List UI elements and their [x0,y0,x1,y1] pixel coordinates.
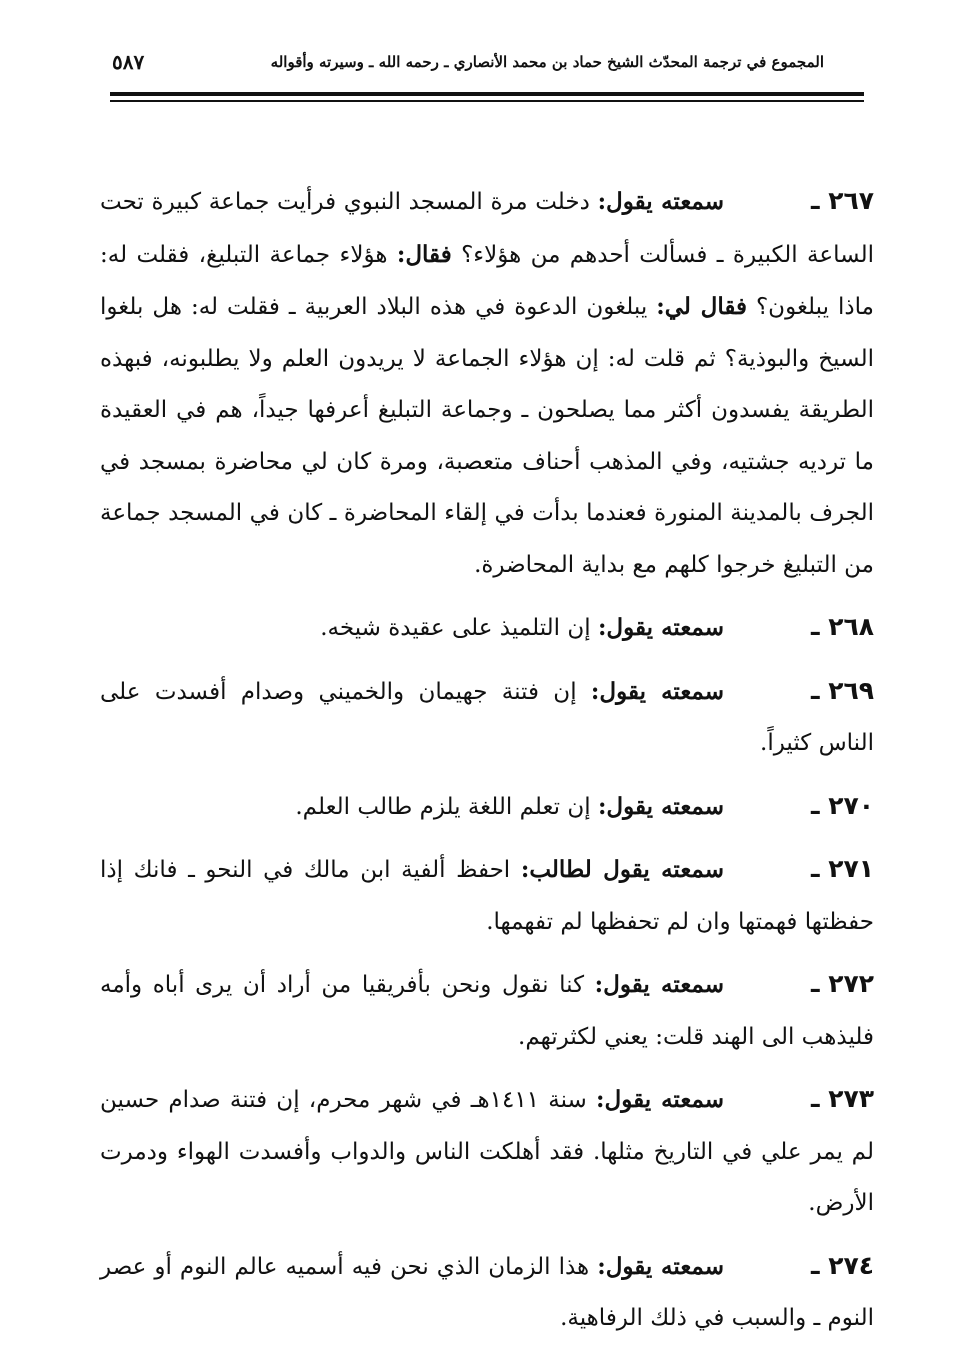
entry-text: دخلت مرة المسجد النبوي فرأيت جماعة كبيرة تحت الساعة الكبيرة ـ فسألت أحدهم من هؤلاء؟ [100,189,874,268]
entry-text: هؤلاء جماعة التبليغ، فقلت له: ماذا يبلغون؟ [100,241,874,320]
page-number: ٥٨٧ [112,50,145,74]
entry-lead: سمعته يقول: [594,971,724,998]
entry-text: يبلغون الدعوة في هذه البلاد العربية ـ فقلت له: هل بلغوا السيخ والبوذية؟ ثم قلت له: إن هؤلاء الجماعة لا يريدون العلم ولا يطلبونه، فبهذه الطريقة يفسدون أكثر مما يصلحون ـ وجماعة التبليغ أعرفها جيداً، هم في العقيدة ما ترديه جشتيه، وفي المذهب أحناف متعصبة، ومرة كان لي محاضرة بمسجد في الجرف بالمدينة المنورة فعندما بدأت في إلقاء المحاضرة ـ كان في المسجد جماعة من التبليغ خرجوا كلهم مع بداية المحاضرة. [100,294,874,578]
running-title: المجموع في ترجمة المحدّث الشيخ حماد بن محمد الأنصاري ـ رحمه الله ـ وسيرته وأقواله [270,53,824,71]
entry-268 [100,601,874,655]
entry-lead: سمعته يقول: [597,792,724,820]
entry-bold-text: فقال لي: [656,293,747,320]
page-body [100,175,874,1345]
entry-lead: سمعته يقول: [590,677,725,705]
entry-text: إن التلميذ على عقيدة شيخه. [320,615,598,641]
entry-text: هذا الزمان الذي نحن فيه أسميه عالم النوم أو عصر النوم ـ والسبب في ذلك الرفاهية. [100,1253,874,1331]
entry-number: ٢٧٠ ـ [810,790,874,820]
entry-bold-text: فقال: [396,240,452,268]
entry-text: احفظ ألفية ابن مالك في النحو ـ فانك إذا حفظتها فهمتها وان لم تحفظها لم تفهمها. [100,857,874,935]
entry-number: ٢٧١ ـ [810,854,875,883]
entry-text: إن فتنة جهيمان والخميني وصدام أفسدت على الناس كثيراً. [100,678,874,756]
entry-274 [100,1240,874,1345]
running-header [112,42,824,82]
entry-text: سنة ١٤١١هـ في شهر محرم، إن فتنة صدام حسين لم يمر علي في التاريخ مثلها. فقد أهلكت الناس والدواب وأفسدت الهواء ودمرت الأرض. [100,1087,874,1216]
entry-number: ٢٧٢ ـ [810,969,874,998]
entry-number: ٢٧٣ ـ [810,1084,875,1113]
entry-270 [100,780,874,834]
entry-lead: سمعته يقول: [597,614,724,641]
entry-273 [100,1073,874,1230]
entry-text: كنا نقول ونحن بأفريقيا من أراد أن يرى أباه وأمه فليذهب الى الهند قلت: يعني لكثرتهم. [100,972,874,1050]
entry-number: ٢٦٨ ـ [810,612,874,641]
entry-lead: سمعته يقول: [597,188,725,215]
entry-number: ٢٧٤ ـ [810,1250,874,1280]
header-rule-thick [110,92,864,96]
entry-lead: سمعته يقول لطالب: [520,856,725,883]
entry-267 [100,175,874,591]
entry-number: ٢٦٧ ـ [810,186,875,215]
entry-269 [100,665,874,770]
entry-271 [100,843,874,948]
entry-number: ٢٦٩ ـ [810,675,875,705]
header-rule-thin [110,100,864,102]
entry-lead: سمعته يقول: [597,1252,724,1280]
entry-272 [100,958,874,1063]
entry-text: إن تعلم اللغة يلزم طالب العلم. [295,793,598,820]
entry-lead: سمعته يقول: [596,1086,725,1113]
